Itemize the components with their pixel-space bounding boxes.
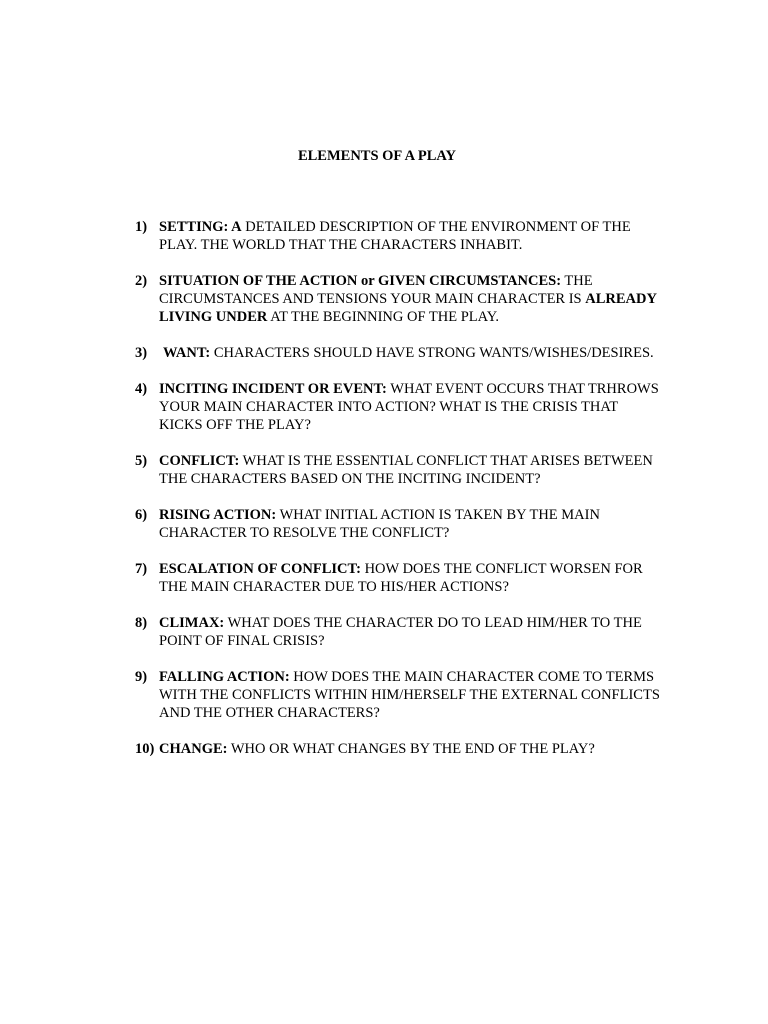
item-label: CONFLICT: [159,453,240,469]
page-title: ELEMENTS OF A PLAY [297,148,457,164]
item-number: 9) [135,669,148,685]
item-number: 7) [135,561,148,577]
item-text: WHAT IS THE ESSENTIAL CONFLICT THAT ARISES BETWEEN THE CHARACTERS BASED ON THE INCITING INCIDENT? [159,453,653,487]
item-text-end: AT THE BEGINNING OF THE PLAY. [267,309,499,325]
list-item [135,560,660,596]
list-item [135,740,660,758]
item-label: CLIMAX: [159,615,225,631]
item-label: FALLING ACTION: [159,669,290,685]
item-label: INCITING INCIDENT OR EVENT: [159,381,387,397]
item-text: DETAILED DESCRIPTION OF THE ENVIRONMENT OF THE PLAY. THE WORLD THAT THE CHARACTERS INHABIT. [159,219,631,253]
item-number: 5) [135,453,148,469]
list-item [135,218,660,254]
item-label: RISING ACTION: [159,507,277,523]
item-number: 2) [135,273,148,289]
list-item [135,668,660,722]
item-label: CHANGE: [159,741,228,757]
item-number: 4) [135,381,148,397]
list-item [135,452,660,488]
list-item [135,380,660,434]
item-emphasis: ALREADY LIVING UNDER [159,291,657,325]
item-text: THE CIRCUMSTANCES AND TENSIONS YOUR MAIN CHARACTER IS [159,273,593,307]
item-label: SITUATION OF THE ACTION or GIVEN CIRCUMSTANCES: [159,273,562,289]
item-text: CHARACTERS SHOULD HAVE STRONG WANTS/WISHES/DESIRES. [210,345,654,361]
item-text: WHAT INITIAL ACTION IS TAKEN BY THE MAIN CHARACTER TO RESOLVE THE CONFLICT? [159,507,600,541]
item-label: WANT: [163,345,211,361]
item-number: 8) [135,615,148,631]
item-text: HOW DOES THE CONFLICT WORSEN FOR THE MAIN CHARACTER DUE TO HIS/HER ACTIONS? [159,561,643,595]
item-text: WHAT DOES THE CHARACTER DO TO LEAD HIM/HER TO THE POINT OF FINAL CRISIS? [159,615,642,649]
item-text: HOW DOES THE MAIN CHARACTER COME TO TERMS WITH THE CONFLICTS WITHIN HIM/HERSELF THE EXTERNAL CONFLICTS AND THE OTHER CHARACTERS? [159,669,660,721]
item-number: 1) [135,219,148,235]
list-item [135,272,660,326]
item-number: 10) [135,741,155,757]
item-text: WHO OR WHAT CHANGES BY THE END OF THE PLAY? [227,741,595,757]
item-label: SETTING: A [159,219,242,235]
elements-list [135,218,660,776]
item-number: 3) [135,345,148,361]
item-label: ESCALATION OF CONFLICT: [159,561,361,577]
item-number: 6) [135,507,148,523]
item-text: WHAT EVENT OCCURS THAT TRHROWS YOUR MAIN CHARACTER INTO ACTION? WHAT IS THE CRISIS THAT KICKS OFF THE PLAY? [159,381,659,433]
list-item [135,344,660,362]
list-item [135,614,660,650]
list-item [135,506,660,542]
